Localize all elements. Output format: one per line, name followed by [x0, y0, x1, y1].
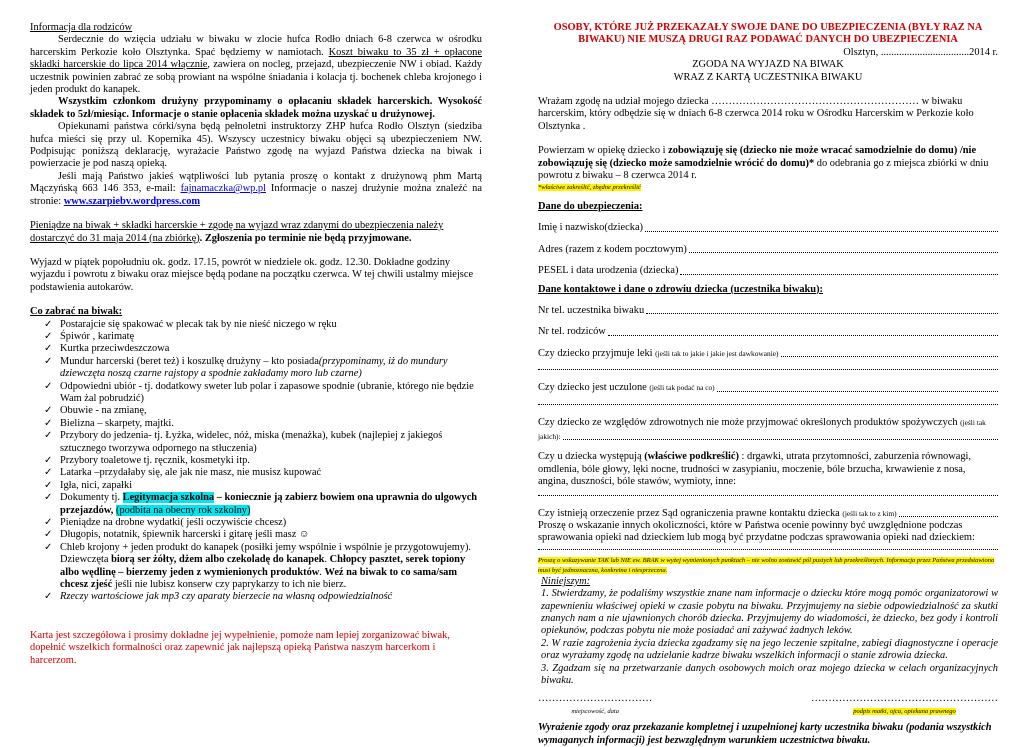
place-date-signature[interactable]: …………………………… miejscowość, data: [538, 693, 653, 715]
consent-paragraph: Wrażam zgodę na udział mojego dziecka …………………………………………………… w biwaku harcerskim, który odbędzie się w dniach 6-8 czerwca 2014 roku w Ośrodku Harcerskim w Perkozie koło Olsztynka .: [538, 96, 974, 132]
list-item: ✓ Obuwie - na zmianę,: [44, 405, 147, 417]
list-item: ✓ Dokumenty tj. Legitymacja szkolna – koniecznie ją zabierz bowiem ona uprawnia do ulgowych przejazdów, (podbita na obecny rok szkolny): [44, 492, 478, 516]
right-column: [538, 22, 998, 747]
symptoms-question: Czy u dziecka występują (właściwe podkreślić) : drgawki, utrata przytomności, zaburzenia równowagi, omdlenia, bóle głowy, lęki nocne, trudności w zasypianiu, moczenie, bóle brzucha, krwawienie z nosa, angina, duszności, bóle stawów, wymioty, inne:: [538, 451, 972, 488]
yellow-warning: Proszę o wskazywanie TAK lub NIE ew. BRAK w wyżej wymienionych punktach – nie wolno zostawić pól pustych lub przekreślonych. Informacja przez Państwa przedstawiona musi być jednoznaczna, konkretna i niesprzeczna.: [538, 556, 995, 574]
list-item: ✓ Śpiwór , karimatę: [44, 330, 135, 342]
statement: 2. W razie zagrożenia życia dziecka zgadzamy się na jego leczenie szpitalne, zabiegi diagnostyczne i operacje oraz wyrażamy zgodę na udzielanie kadrze biwaku wszelkich informacji o stanie zdrowia dziecka.: [541, 637, 998, 662]
undersigned-heading: Niniejszym:: [541, 575, 591, 587]
check-icon: ✓: [44, 529, 53, 541]
circumstances-field[interactable]: [538, 549, 998, 553]
medication-field-extra[interactable]: [538, 369, 998, 373]
cost-text: Koszt biwaku to 35 zł + opłacone składki harcerskie do lipca 2014 włącznie: [30, 46, 482, 71]
packing-heading: Co zabrać na biwak:: [30, 306, 123, 318]
check-icon: ✓: [44, 517, 53, 529]
insurance-notice: OSOBY, KTÓRE JUŻ PRZEKAZAŁY SWOJE DANE DO UBEZPIECZENIA (BYŁY RAZ NA BIWAKU) NIE MUSZĄ DRUGI RAZ PODAWAĆ DANYCH DO UBEZPIECZENIA: [553, 22, 983, 46]
parent-signature[interactable]: ……………………………………………… podpis matki, ojca, opiekuna prawnego: [810, 693, 998, 715]
city-date: Olsztyn, ..................................2014 r.: [843, 46, 998, 58]
closing-note: Karta jest szczegółowa i prosimy dokładne jej wypełnienie, pomoże nam lepiej zorganizować biwak, dopełnić wszelkich formalności oraz zapewnić jak najlepszą opieką Państwa naszym harcerkom i harcerzom.: [30, 629, 450, 666]
circumstances-paragraph: Proszę o wskazanie innych okoliczności, które w Państwa ocenie powinny być uwzględnione podczas sprawowania opieki nad dzieckiem lub mogą być przydatne podczas sprawowania opieki nad dzieckiem:: [538, 519, 975, 544]
check-icon: ✓: [44, 455, 53, 466]
footnote: *właściwe zakreślić, zbędne przekreślić: [538, 184, 641, 192]
website-link[interactable]: www.szarpiebv.wordpress.com: [63, 195, 201, 207]
trip-paragraph: Wyjazd w piątek popołudniu ok. godz. 17.15, powrót w niedziele ok. godz. 12.30. Dokładne godziny wyjazdu i powrotu z biwaku oraz miejsce będą podane na początku czerwca. W tej chwili ustalmy miejsce podstawienia autokarów.: [30, 256, 474, 293]
check-icon: ✓: [44, 318, 53, 330]
check-icon: ✓: [44, 330, 53, 342]
check-icon: ✓: [44, 541, 53, 553]
symptoms-field-extra[interactable]: [538, 495, 998, 499]
list-item: ✓ Przybory do jedzenia- tj. Łyżka, widelec, nóż, miska (menażka), kubek (najlepiej z jakiegoś sztucznego tworzywa odpornego na stłuczenia): [44, 430, 443, 454]
list-item: ✓ Postarajcie się spakować w plecak tak by nie nieść niczego w ręku: [44, 318, 337, 330]
list-item: ✓ Odpowiedni ubiór - tj. dodatkowy sweter lub polar i zapasowe spodnie (ubranie, którego nie będzie Wam żal pobrudzić): [44, 380, 474, 404]
statement: 1. Stwierdzamy, że podaliśmy wszystkie znane nam informacje o dziecku które mogą pomóc organizatorowi w zapewnieniu właściwej opieki w czasie pobytu na biwaku. Przyjmujemy na siebie odpowiedzialność za skutki znanych nam a nie ujawnionych chorób dziecka. Przyjmujemy do wiadomości, że dziecko, bez gody i kontroli opiekunów, podczas pobytu nie może posiadać ani zażywać żadnych leków.: [541, 588, 998, 637]
check-icon: ✓: [44, 343, 53, 355]
check-icon: ✓: [44, 591, 53, 603]
check-icon: ✓: [44, 479, 53, 491]
info-heading: Informacja dla rodziców: [30, 22, 133, 33]
list-item: ✓ Pieniądze na drobne wydatki( jeśli oczywiście chcesz): [44, 517, 287, 529]
statement: 3. Zgadzam się na przetwarzanie danych osobowych moich oraz mojego dziecka w celach organizacyjnych biwaku.: [541, 662, 998, 687]
list-item: ✓ Bielizna – skarpety, majtki.: [44, 417, 174, 429]
form-title: ZGODA NA WYJAZD NA BIWAK: [692, 59, 844, 71]
email-link[interactable]: fajnamaczka@wp.pl: [180, 183, 267, 195]
check-icon: ✓: [44, 405, 53, 417]
address-field[interactable]: Adres (razem z kodem pocztowym): [538, 244, 998, 256]
check-icon: ✓: [44, 417, 53, 429]
check-icon: ✓: [44, 467, 53, 479]
child-name-field[interactable]: Imię i nazwisko(dziecka): [538, 222, 998, 234]
check-icon: ✓: [44, 492, 53, 504]
list-item: ✓ Mundur harcerski (beret też) i koszulkę drużyny – kto posiada(przypominamy, iż do mundury dziewczęta noszą czarne rajstopy a spodnie zakładamy moro lub czarne): [44, 355, 448, 380]
participant-phone-field[interactable]: Nr tel. uczestnika biwaku: [538, 305, 998, 317]
list-item: ✓ Długopis, notatnik, śpiewnik harcerski i gitarę jeśli masz ☺: [44, 529, 310, 541]
statements-block: [538, 576, 998, 688]
left-column: [30, 22, 482, 667]
list-item: ✓ Latarka –przydałaby się, ale jak nie masz, nie musisz kupować: [44, 467, 322, 479]
allergy-field-extra[interactable]: [538, 404, 998, 408]
diet-question: Czy dziecko ze względów zdrowotnych nie może przyjmować określonych produktów spożywczych (jeśli tak: [538, 416, 986, 428]
check-icon: ✓: [44, 430, 53, 442]
contact-paragraph: Jeśli mają Państwo jakieś wątpliwości lub pytania proszę o kontakt z drużynową phm Martą Mączyńską 663 146 353, e-mail: fajnamaczka@wp.pl Informacje o naszej drużynie można znaleźć na stronie: www.szarpiebv.wordpress.com: [30, 170, 482, 207]
money-paragraph: Pieniądze na biwak + składki harcerskie + zgodę na wyjazd wraz zdanymi do ubezpieczenia należy dostarczyć do 31 maja 2014 (na zbiórkę). Zgłoszenia po terminie nie będą przyjmowane.: [30, 220, 444, 244]
list-item: ✓ Rzeczy wartościowe jak mp3 czy aparaty bierzecie na własną odpowiedzialność: [44, 591, 393, 603]
list-item: ✓ Kurtka przeciwdeszczowa: [44, 343, 170, 355]
school-id-highlight: Legitymacja szkolna: [122, 492, 215, 504]
check-icon: ✓: [44, 380, 53, 392]
contact-data-heading: Dane kontaktowe i dane o zdrowiu dziecka (uczestnika biwaku):: [538, 283, 823, 295]
intro-paragraph: Serdecznie do wzięcia udziału w biwaku w zlocie hufca Rodło dniach 6-8 czerwca w ośrodku harcerskim Perkozie koło Olsztynka. Spać będziemy w namiotach. Koszt biwaku to 35 zł + opłacone składki harcerskie do lipca 2014 włącznie, zawiera on nocleg, przejazd, ubezpieczenie NW i obiad. Każdy uczestnik powinien zabrać ze sobą prowiant na wspólne śniadania i kolacja tj. bochenek chleba krojonego i jeden produkt do kanapek.: [30, 34, 482, 96]
court-field[interactable]: Czy istnieją orzeczenie przez Sąd ograniczenia prawne kontaktu dziecka (jeśli tak to z kim): [538, 508, 998, 520]
entrust-paragraph: Powierzam w opiekę dziecko i zobowiązuję się (dziecko nie może wracać samodzielnie do domu) /nie zobowiązuję się (dziecko może samodzielnie wrócić do domu)* do odebrania go z miejsca zbiórki w dniu powrotu z biwaku – 8 czerwca 2014 r.: [538, 145, 989, 182]
parent-phone-field[interactable]: Nr tel. rodziców: [538, 326, 998, 338]
form-subtitle: WRAZ Z KARTĄ UCZESTNIKA BIWAKU: [673, 71, 863, 83]
signature-row: [538, 693, 998, 718]
allergy-field[interactable]: Czy dziecko jest uczulone (jeśli tak podać na co): [538, 382, 998, 394]
list-item: ✓ Igła, nici, zapałki: [44, 479, 133, 491]
insurance-data-heading: Dane do ubezpieczenia:: [538, 200, 643, 212]
list-item: ✓ Chleb krojony + jeden produkt do kanapek (posiłki jemy wspólnie i wspólnie je przygotowujemy). Dziewczęta biorą ser żółty, dżem albo czekoladę do kanapek. Chłopcy pasztet, serek topiony albo wędlinę – bierzemy jeden z wymienionych produktów. Weź na biwak to co sama/sam chcesz zjeść jeśli nie lubisz konserw czy paprykarzy to ich nie bierz.: [44, 541, 472, 591]
packing-list: [30, 319, 482, 604]
diet-field[interactable]: jakich):: [538, 431, 998, 443]
medication-field[interactable]: Czy dziecko przyjmuje leki (jeśli tak to jakie i jakie jest dawkowanie): [538, 348, 998, 360]
check-icon: ✓: [44, 355, 53, 367]
pesel-field[interactable]: PESEL i data urodzenia (dziecka): [538, 265, 998, 277]
list-item: ✓ Przybory toaletowe tj. ręcznik, kosmetyki itp.: [44, 455, 250, 466]
dues-paragraph: Wszystkim członkom drużyny przypominamy o opłacaniu składek harcerskich. Wysokość składek to 5zł/miesiąc. Informacje o stanie opłacenia składek można uzyskać u drużynowej.: [30, 96, 482, 120]
care-paragraph: Opiekunami państwa córki/syna będą pełnoletni instruktorzy ZHP hufca Rodło Olsztyn (siedziba hufca mieści się przy ul. Kopernika 45). Wszyscy uczestnicy biwaku objęci są ubezpieczeniem NW. Podpisując poniższą deklarację, wyrażacie Państwo zgodę na wyjazd Państwa dziecka na biwak i powierzacie je pod naszą opieką.: [30, 121, 482, 170]
final-condition: Wyrażenie zgody oraz przekazanie kompletnej i uzupełnionej karty uczestnika biwaku (podania wszystkich wymaganych informacji) jest bezwzględnym warunkiem uczestnictwa biwaku.: [538, 722, 992, 746]
